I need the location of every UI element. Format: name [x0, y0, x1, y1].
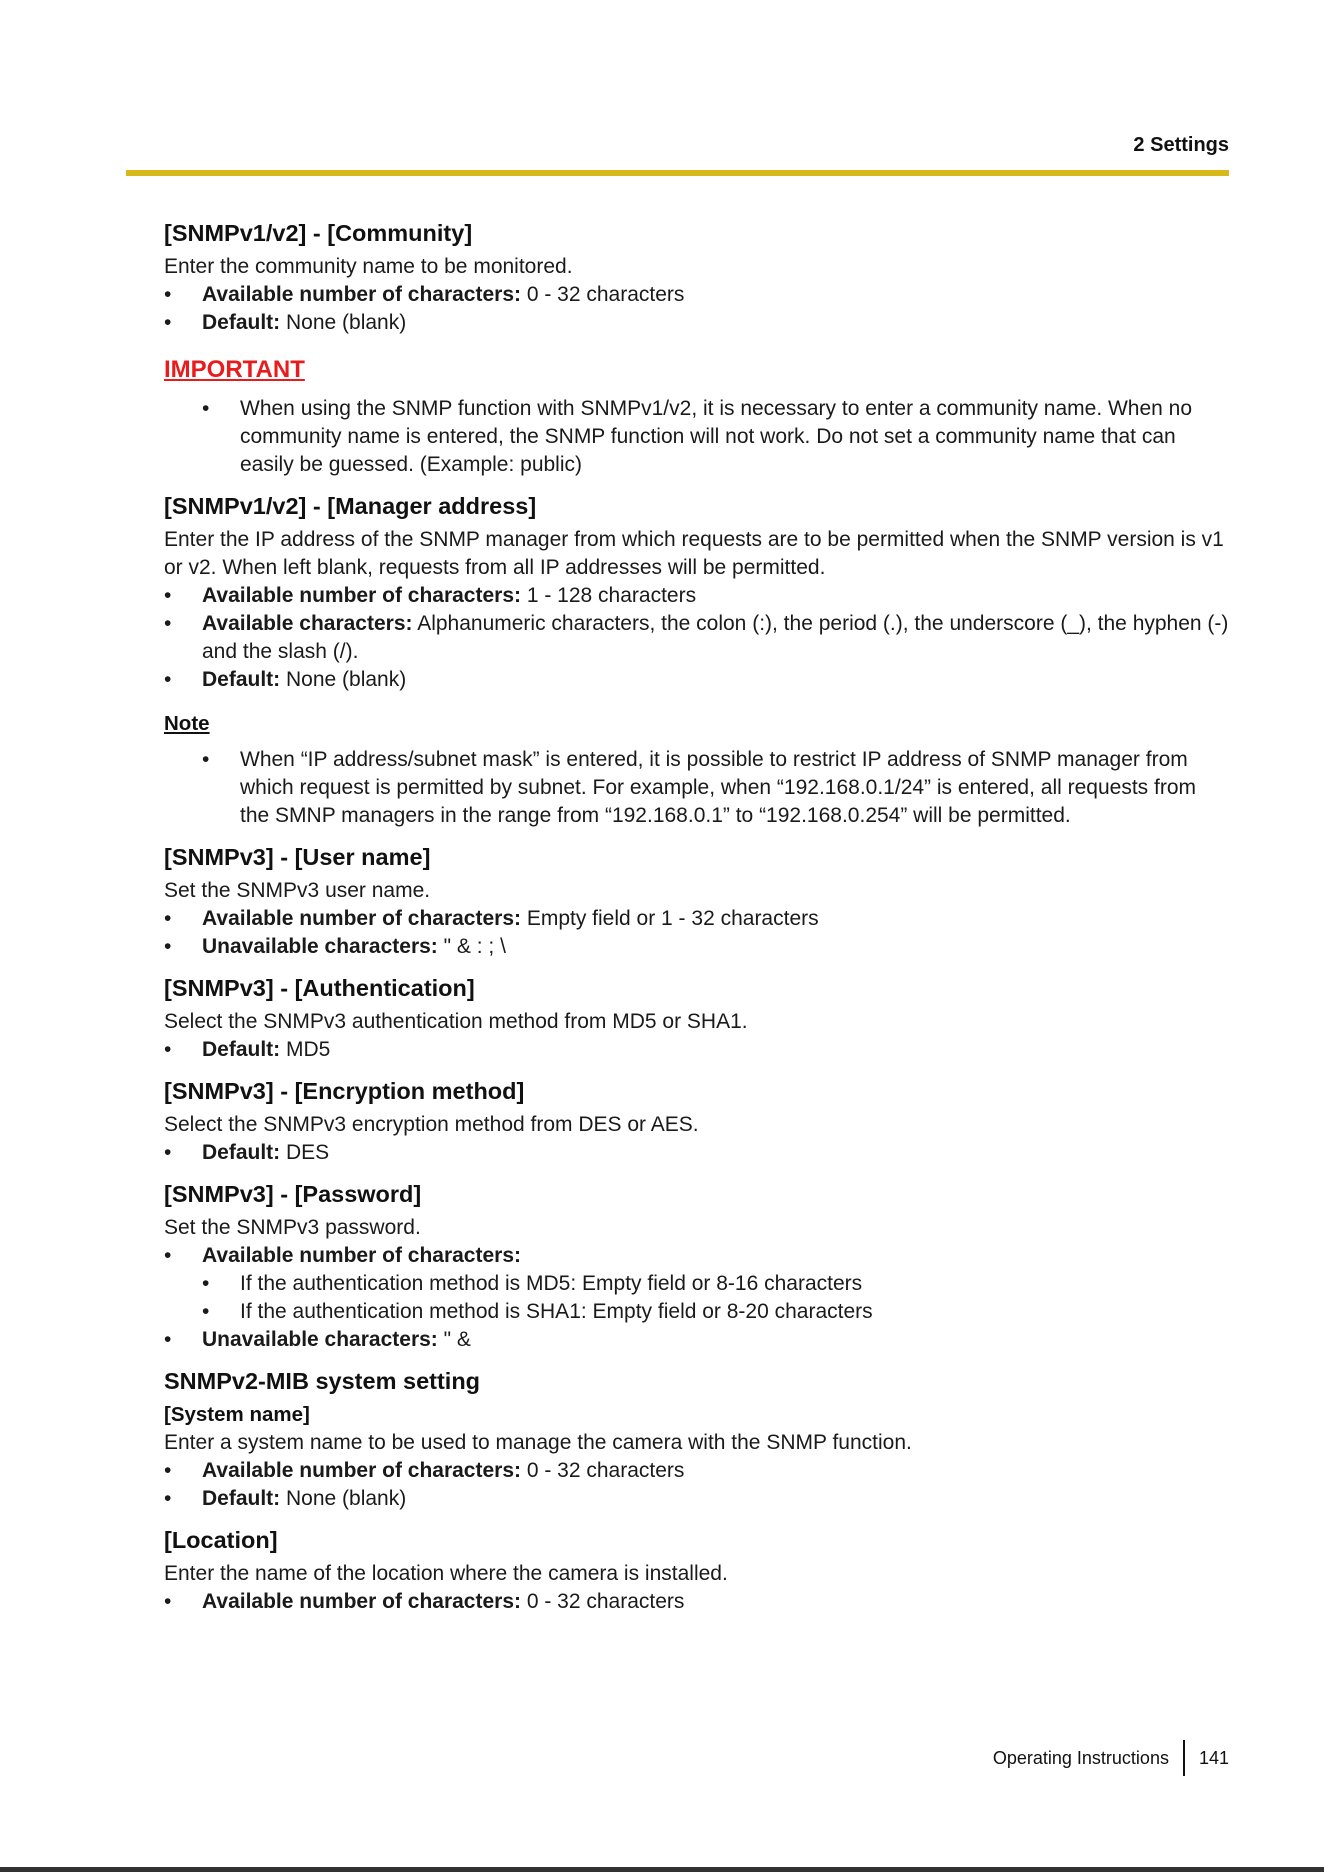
section-description: Select the SNMPv3 authentication method from MD5 or SHA1.	[164, 1010, 748, 1033]
section-heading: [Location]	[164, 1527, 278, 1553]
list-item: • Default: MD5	[164, 1036, 1229, 1064]
spec-list	[164, 281, 1229, 337]
spec-list	[164, 1036, 1229, 1064]
section-heading: [SNMPv3] - [Password]	[164, 1181, 422, 1207]
list-item: • Unavailable characters: " & : ; \	[164, 933, 1229, 961]
section-description: Select the SNMPv3 encryption method from DES or AES.	[164, 1113, 699, 1136]
bottom-edge-bar	[0, 1867, 1324, 1872]
list-item: • Available number of characters: 1 - 128 characters	[164, 582, 1229, 610]
section-description: Enter the IP address of the SNMP manager from which requests are to be permitted when the SNMP version is v1 or v2. When left blank, requests from all IP addresses will be permitted.	[164, 528, 1224, 579]
list-item: • When “IP address/subnet mask” is entered, it is possible to restrict IP address of SNMP manager from which request is permitted by subnet. For example, when “192.168.0.1/24” is entered, all requests from the SMNP managers in the range from “192.168.0.1” to “192.168.0.254” will be permitted.	[202, 746, 1229, 830]
important-label: IMPORTANT	[164, 356, 305, 383]
section-heading: SNMPv2-MIB system setting	[164, 1368, 481, 1394]
list-item: • Available number of characters: • If the authentication method is MD5: Empty field or 8-16 characters • If the authentication method is SHA1: Empty field or 8-20 characters	[164, 1242, 1229, 1326]
note-label: Note	[164, 712, 210, 735]
spec-list	[164, 1242, 1229, 1354]
list-item: • Default: None (blank)	[164, 666, 1229, 694]
sub-list-item: • If the authentication method is MD5: Empty field or 8-16 characters	[202, 1270, 1229, 1298]
section-manager-address	[164, 491, 1229, 694]
list-item: • Available characters: Alphanumeric characters, the colon (:), the period (.), the underscore (_), the hyphen (-) and the slash (/).	[164, 610, 1229, 666]
spec-list	[164, 1457, 1229, 1513]
important-list	[202, 395, 1229, 479]
section-description: Enter a system name to be used to manage the camera with the SNMP function.	[164, 1431, 912, 1454]
list-item: • Default: None (blank)	[164, 1485, 1229, 1513]
section-heading: [SNMPv3] - [Authentication]	[164, 975, 475, 1001]
page-content	[164, 218, 1229, 1628]
note-list	[202, 746, 1229, 830]
sub-list-item: • If the authentication method is SHA1: Empty field or 8-20 characters	[202, 1298, 1229, 1326]
section-authentication	[164, 973, 1229, 1064]
page-footer	[993, 1740, 1229, 1776]
list-item: • Available number of characters: 0 - 32 characters	[164, 1457, 1229, 1485]
section-mib-system-setting	[164, 1366, 1229, 1513]
page-number: 141	[1198, 1747, 1229, 1768]
spec-list	[164, 905, 1229, 961]
section-description: Set the SNMPv3 password.	[164, 1216, 421, 1239]
page-header-title: 2 Settings	[1133, 134, 1229, 156]
section-encryption-method	[164, 1076, 1229, 1167]
footer-separator	[1183, 1740, 1185, 1776]
spec-list	[164, 1588, 1229, 1616]
section-heading: [SNMPv3] - [Encryption method]	[164, 1078, 525, 1104]
section-heading: [SNMPv1/v2] - [Community]	[164, 220, 473, 246]
section-password	[164, 1179, 1229, 1354]
important-callout	[164, 349, 1229, 479]
note-callout	[164, 706, 1229, 830]
footer-doc-title: Operating Instructions	[992, 1747, 1169, 1768]
spec-list	[164, 1139, 1229, 1167]
list-item: • When using the SNMP function with SNMPv1/v2, it is necessary to enter a community name. When no community name is entered, the SNMP function will not work. Do not set a community name that can easily be guessed. (Example: public)	[202, 395, 1229, 479]
section-description: Enter the name of the location where the camera is installed.	[164, 1562, 728, 1585]
subsection-heading: [System name]	[164, 1403, 310, 1426]
section-heading: [SNMPv3] - [User name]	[164, 844, 431, 870]
section-community	[164, 218, 1229, 337]
section-heading: [SNMPv1/v2] - [Manager address]	[164, 493, 537, 519]
list-item: • Available number of characters: Empty field or 1 - 32 characters	[164, 905, 1229, 933]
section-description: Set the SNMPv3 user name.	[164, 879, 431, 902]
list-item: • Default: None (blank)	[164, 309, 1229, 337]
spec-list	[164, 582, 1229, 694]
section-user-name	[164, 842, 1229, 961]
list-item: • Available number of characters: 0 - 32 characters	[164, 281, 1229, 309]
list-item: • Unavailable characters: " &	[164, 1326, 1229, 1354]
sub-list	[202, 1270, 1229, 1326]
section-location	[164, 1525, 1229, 1616]
list-item: • Available number of characters: 0 - 32 characters	[164, 1588, 1229, 1616]
header-divider	[126, 170, 1229, 176]
list-item: • Default: DES	[164, 1139, 1229, 1167]
section-description: Enter the community name to be monitored.	[164, 255, 573, 278]
